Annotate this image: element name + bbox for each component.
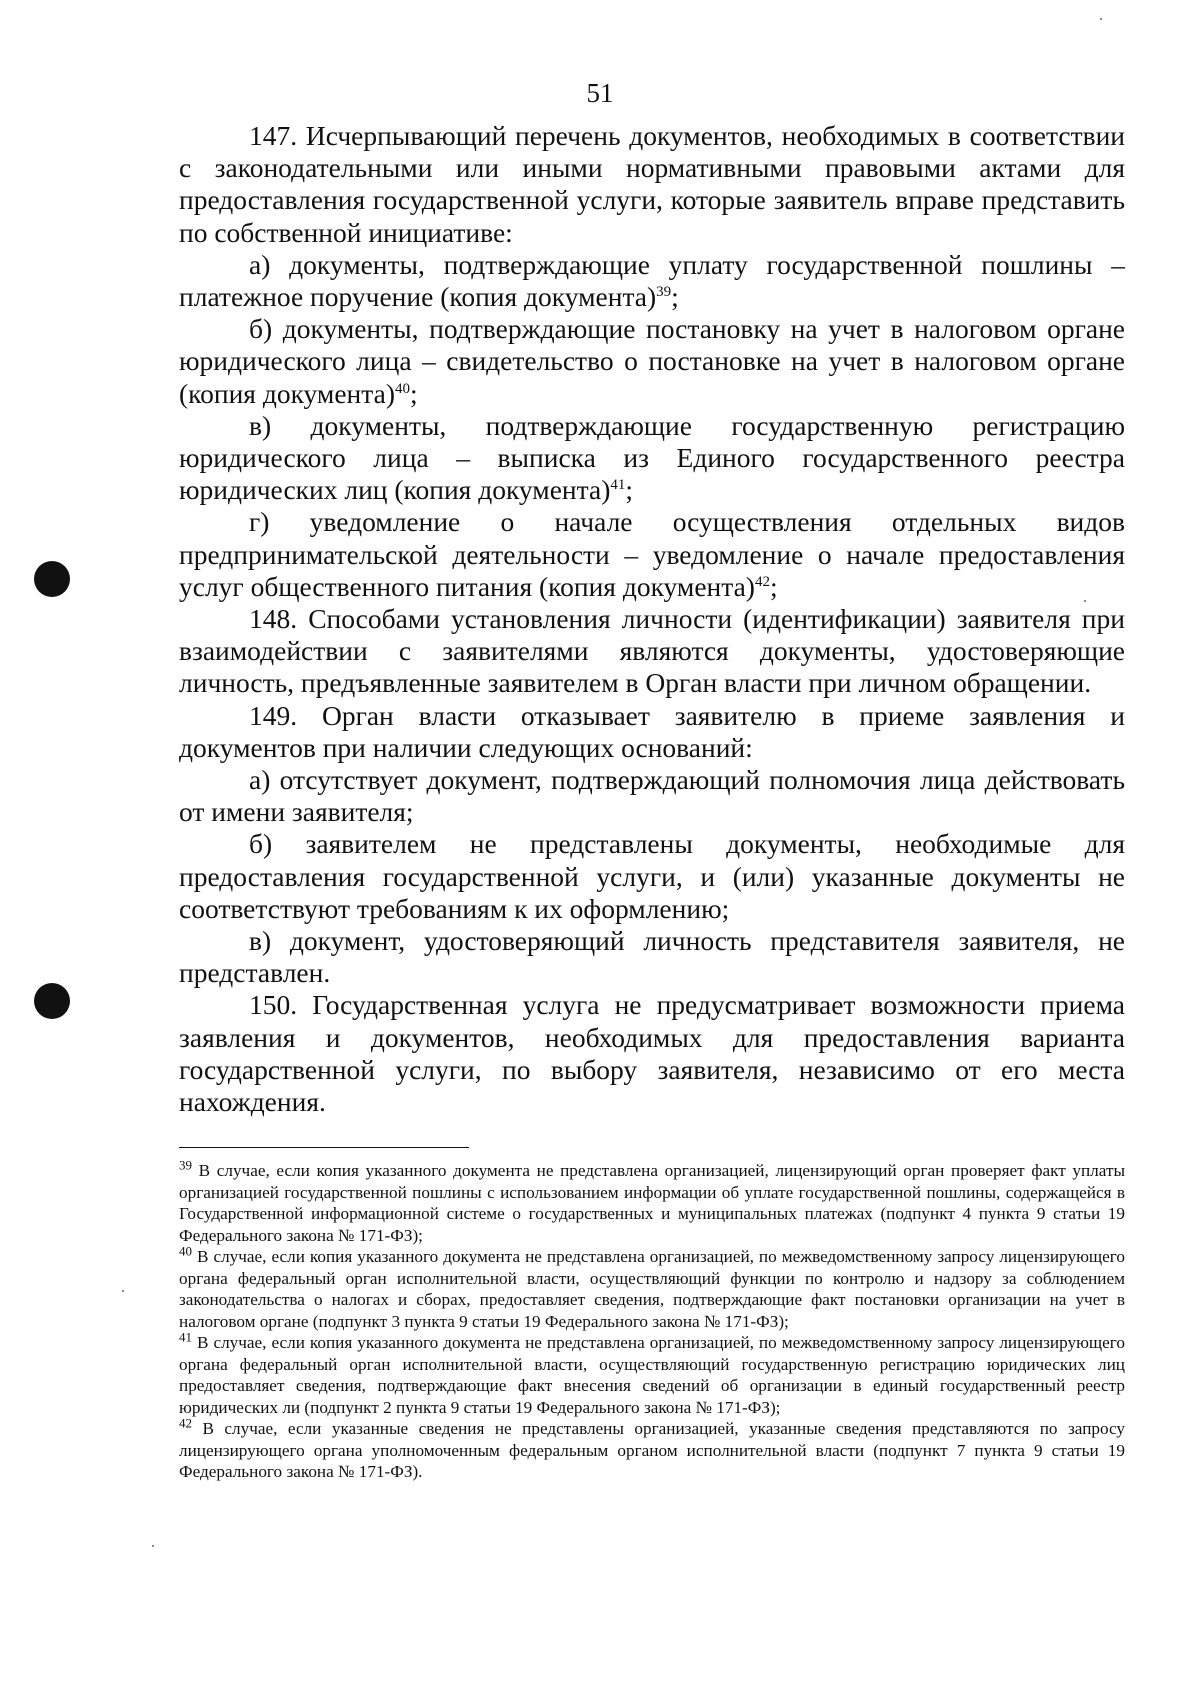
footnote-text: В случае, если копия указанного документа не представлена организацией, по межведомственному запросу лицензирующего органа федеральный орган исполнительной власти, осуществляющий государственную регистрацию юридических лиц предоставляет сведения, подтверждающие факт внесения сведений об организации в единый государственный реестр юридических ли (подпункт 2 пункта 9 статьи 19 Федерального закона № 171-ФЗ); — [179, 1333, 1125, 1417]
footnote-number: 41 — [179, 1329, 192, 1345]
main-text — [179, 120, 1125, 1118]
footnote-number: 42 — [179, 1415, 192, 1431]
footnote-ref-41: 41 — [610, 477, 626, 494]
footnote-41 — [179, 1329, 1125, 1418]
footnotes — [179, 1157, 1125, 1483]
item-end: ; — [671, 281, 679, 313]
paragraph-147-c-text: в) документы, подтверждающие государственную регистрацию юридического лица – выписка из Единого государственного реестра юридических лиц (копия документа) — [179, 409, 1125, 506]
paragraph-147-d — [179, 506, 1125, 603]
footnote-number: 39 — [179, 1157, 192, 1173]
footnote-40 — [179, 1243, 1125, 1332]
paragraph-147-b-text: б) документы, подтверждающие постановку на учет в налоговом органе юридического лица – свидетельство о постановке на учет в налоговом органе (копия документа) — [179, 313, 1125, 409]
paragraph-149-c: в) документ, удостоверяющий личность представителя заявителя, не представлен. — [179, 925, 1125, 989]
footnote-ref-39: 39 — [656, 283, 672, 300]
footnote-text: В случае, если копия указанного документа не представлена организацией, лицензирующий орган проверяет факт уплаты организацией государственной пошлины с использованием информации об уплате государственной пошлины, содержащейся в Государственной информационной системе о государственных и муниципальных платежах (подпункт 4 пункта 9 статьи 19 Федерального закона № 171-ФЗ); — [179, 1161, 1125, 1245]
paragraph-149-b: б) заявителем не представлены документы, необходимые для предоставления государственной услуги, и (или) указанные документы не соответствуют требованиям к их оформлению; — [179, 828, 1125, 924]
footnote-39 — [179, 1157, 1125, 1246]
paragraph-148: 148. Способами установления личности (идентификации) заявителя при взаимодействии с заявителями являются документы, удостоверяющие личность, предъявленные заявителем в Орган власти при личном обращении. — [179, 603, 1125, 699]
paragraph-149: 149. Орган власти отказывает заявителю в приеме заявления и документов при наличии следующих оснований: — [179, 699, 1125, 763]
paragraph-147: 147. Исчерпывающий перечень документов, необходимых в соответствии с законодательными или иными нормативными правовыми актами для предоставления государственной услуги, которые заявитель вправе представить по собственной инициативе: — [179, 120, 1125, 248]
footnote-42 — [179, 1415, 1125, 1483]
footnote-text: В случае, если указанные сведения не представлены организацией, указанные сведения представляются по запросу лицензирующего органа уполномоченным федеральным органом исполнительной власти (подпункт 7 пункта 9 статьи 19 Федерального закона № 171-ФЗ). — [179, 1419, 1125, 1481]
paragraph-147-d-text: г) уведомление о начале осуществления отдельных видов предпринимательской деятельности – уведомление о начале предоставления услуг общественного питания (копия документа) — [179, 506, 1125, 602]
paragraph-150: 150. Государственная услуга не предусматривает возможности приема заявления и документов, необходимых для предоставления варианта государственной услуги, по выбору заявителя, независимо от его места нахождения. — [179, 989, 1125, 1118]
scan-speck — [152, 1545, 154, 1547]
paragraph-147-c — [179, 410, 1125, 507]
paragraph-147-a — [179, 249, 1125, 313]
paragraph-149-a: а) отсутствует документ, подтверждающий полномочия лица действовать от имени заявителя; — [179, 764, 1125, 828]
footnote-separator — [179, 1147, 469, 1148]
item-end: ; — [409, 377, 418, 409]
item-end: ; — [625, 474, 633, 506]
footnote-ref-40: 40 — [394, 380, 410, 397]
paragraph-147-a-text: а) документы, подтверждающие уплату государственной пошлины – платежное поручение (копия документа) — [179, 248, 1125, 313]
paragraph-147-b — [179, 313, 1125, 410]
footnote-ref-42: 42 — [754, 573, 770, 590]
footnote-number: 40 — [179, 1243, 192, 1259]
page-number: 51 — [586, 78, 614, 108]
footnote-text: В случае, если копия указанного документа не представлена организацией, по межведомственному запросу лицензирующего органа федеральный орган исполнительной власти, осуществляющий функции по контролю и надзору за соблюдением законодательства о налогах и сборах, предоставляет сведения, подтверждающие факт постановки организации на учет в налоговом органе (подпункт 3 пункта 9 статьи 19 Федерального закона № 171-ФЗ); — [179, 1247, 1125, 1331]
punch-hole-upper — [34, 561, 70, 597]
scan-speck — [1100, 18, 1102, 20]
item-end: ; — [769, 570, 778, 602]
punch-hole-lower — [34, 983, 70, 1019]
scan-speck — [122, 1290, 124, 1292]
